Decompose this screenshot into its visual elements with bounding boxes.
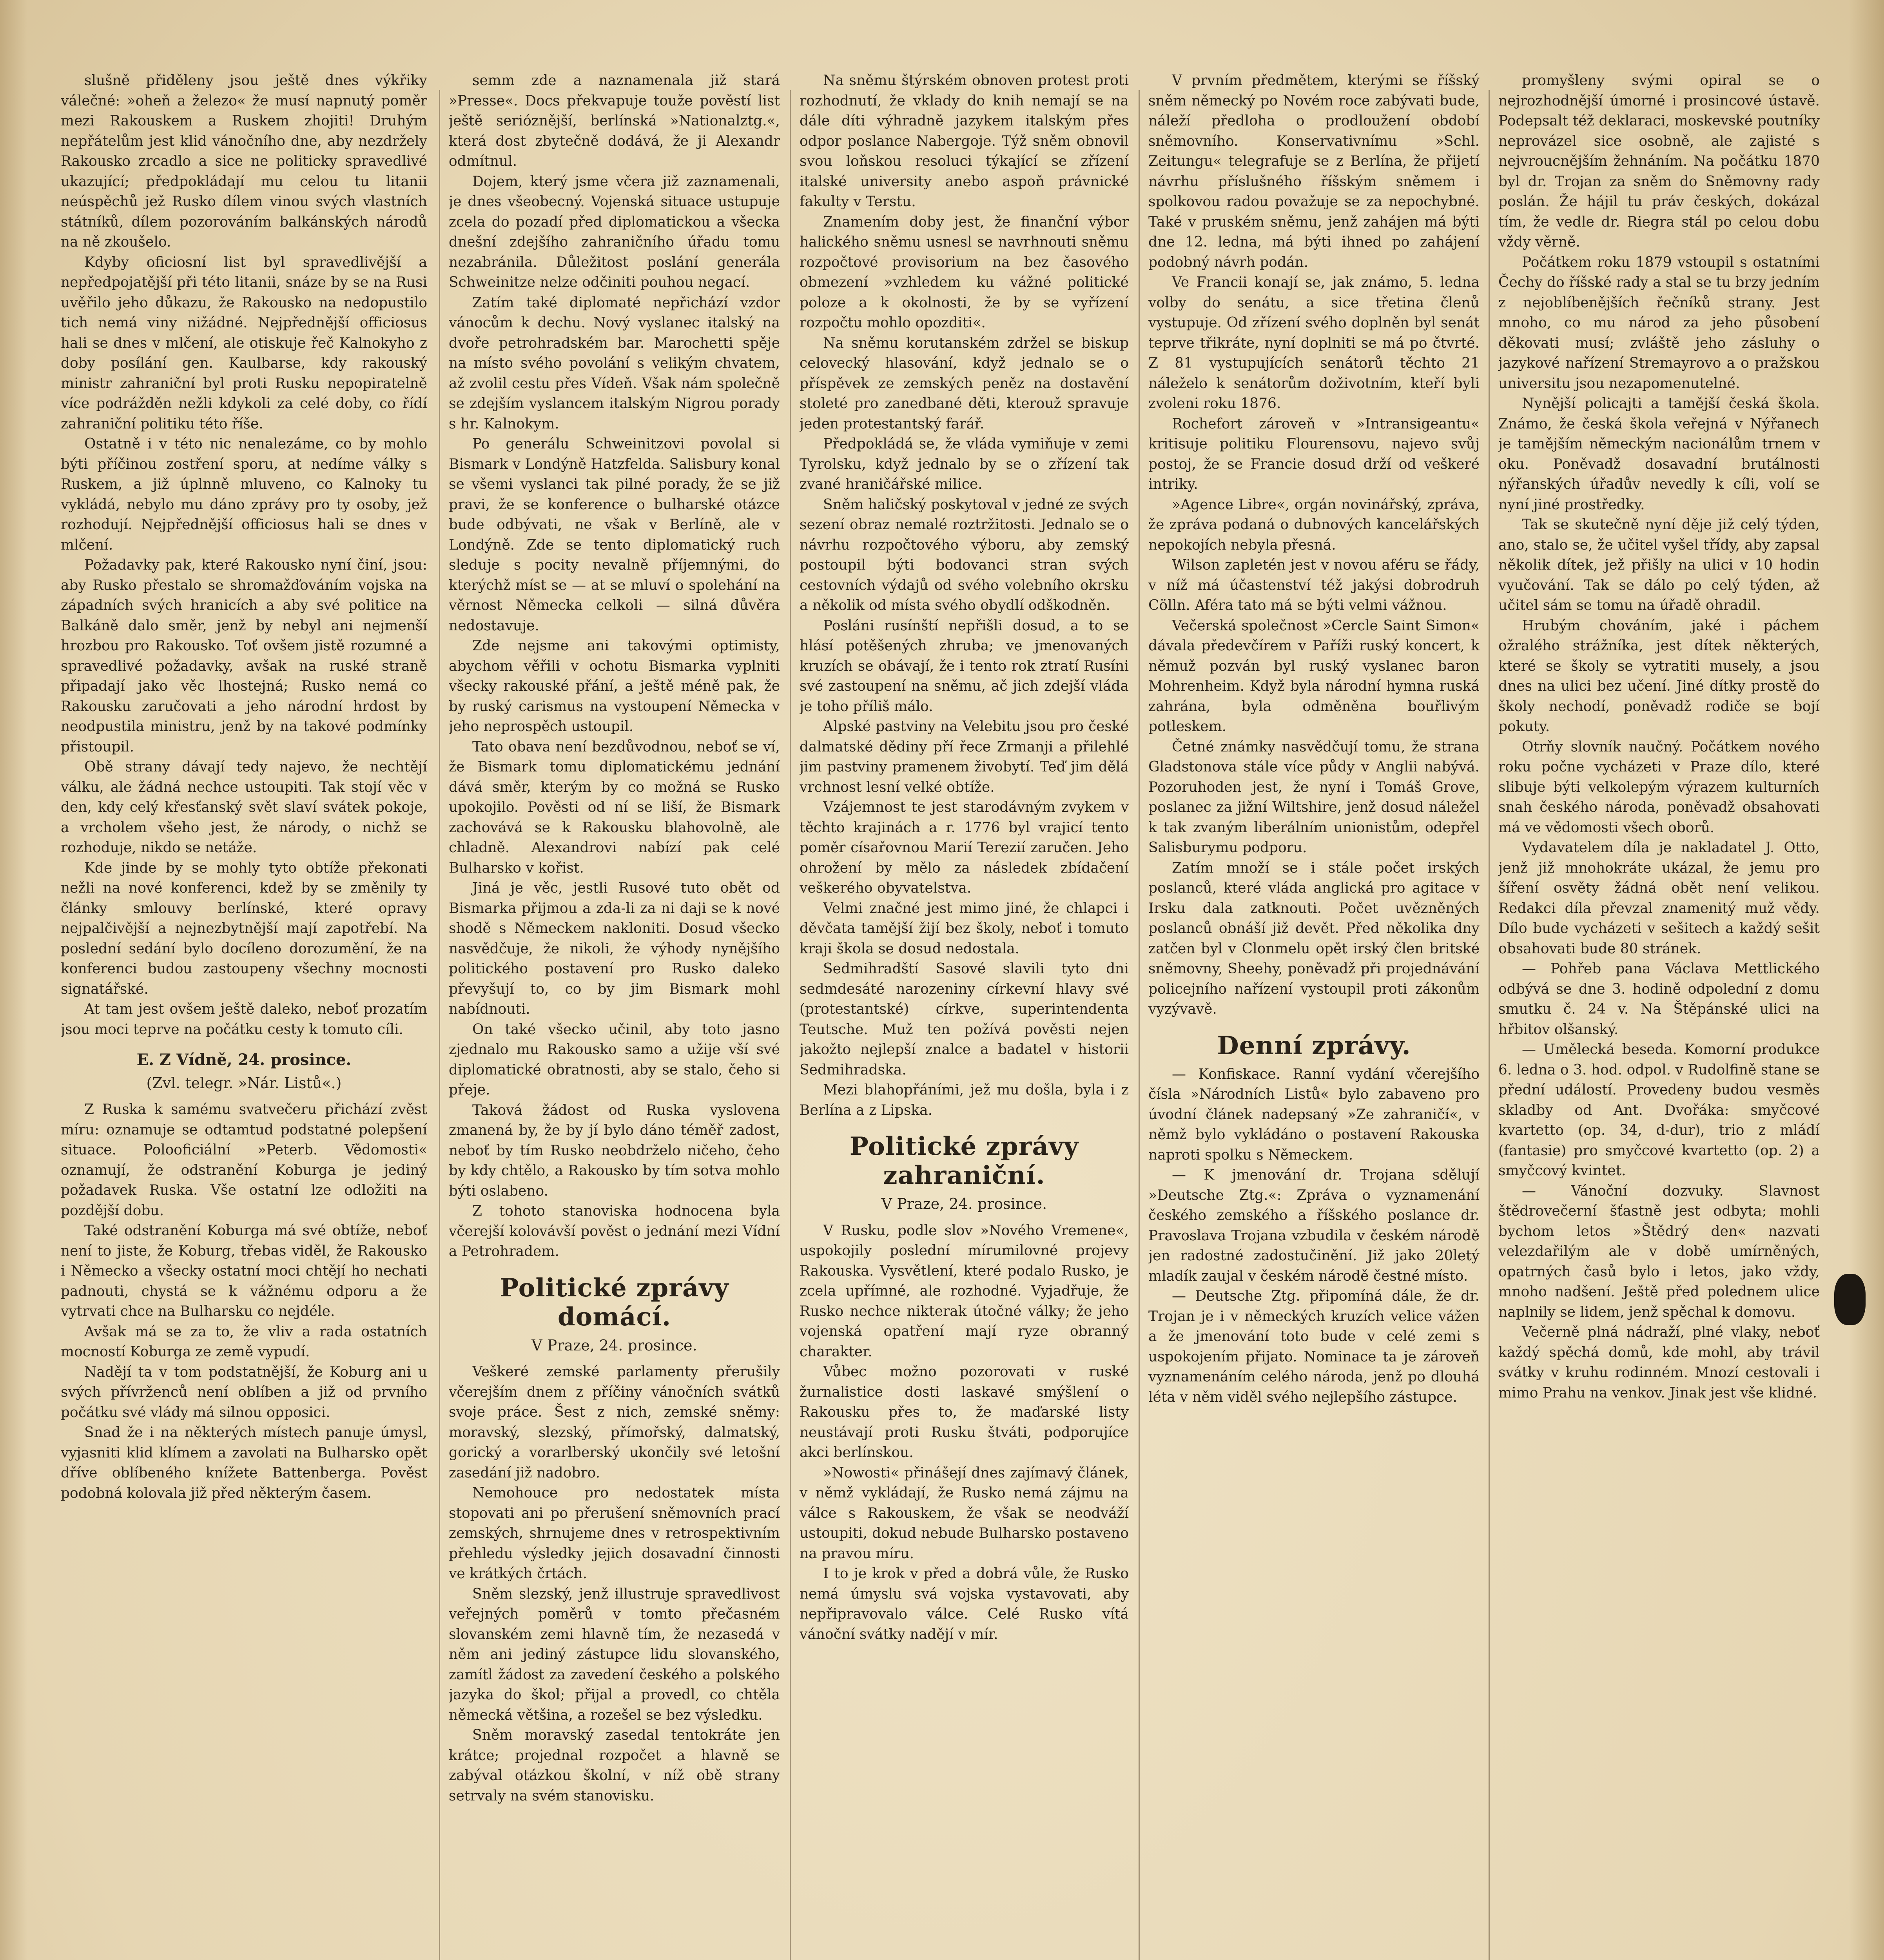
- paragraph: — Vánoční dozvuky. Slavnost štědrovečerní šťastně jest odbyta; mohli bychom letos »Štědrý den« nazvati velezdařilým ale v době umírněných, opatrných časů bylo i letos, jako vždy, mnoho nadšení. Ještě před polednem ulice naplnily se lidem, jenž spěchal k domovu.: [1498, 1183, 1820, 1320]
- paragraph: — Umělecká beseda. Komorní produkce 6. ledna o 3. hod. odpol. v Rudolfině stane se přední událostí. Provedeny budou vesměs skladby od Ant. Dvořáka: smyčcové kvartetto (op. 34, d-dur), trio z mládí (fantasie) pro smyčcové kvartetto (op. 2) a smyčcový kvintet.: [1498, 1042, 1820, 1179]
- paragraph: Znamením doby jest, že finanční výbor halického sněmu usnesl se navrhnouti sněmu rozpočtové provisorium na bez časového obmezení »vzhledem ku vážné politické poloze a k okolnosti, že by se vyřízení rozpočtu mohlo opozditi«.: [800, 214, 1129, 331]
- paragraph: Četné známky nasvědčují tomu, že strana Gladstonova stále více půdy v Anglii nabývá. Pozoruhoden jest, že nyní i Tomáš Grove, poslanec za jižní Wiltshire, jenž dosud náležel k tak zvaným liberálním unionistům, odepřel Salisburymu podporu.: [1148, 739, 1480, 856]
- paragraph: slušně přiděleny jsou ještě dnes výkřiky válečné: »oheň a železo« že musí napnutý poměr mezi Rakouskem a Ruskem zhojiti! Druhým nepřátelům jest klid vánočního dne, aby nezdržely Rakousko zrcadlo a sice ne politicky spravedlivé ukazující; předpokládají mu celou tu litanii neúspěchů jež Rusko dílem vinou svých vlastních státníků, dílem pozorováním balkánských národů na ně zkoušelo.: [61, 73, 427, 250]
- section-dateline: V Praze, 24. prosince.: [881, 1195, 1047, 1212]
- column-rule: [1489, 90, 1490, 1960]
- paragraph: Veškeré zemské parlamenty přerušily včerejším dnem z příčiny vánočních svátků svoje práce. Šest z nich, zemské sněmy: moravský, slezský, přímořský, dalmatský, gorický a vorarlberský ukončily své letošní zasedání již nadobro.: [449, 1364, 780, 1481]
- section-dateline: V Praze, 24. prosince.: [531, 1336, 697, 1354]
- paragraph: Velmi značné jest mimo jiné, že chlapci i děvčata tamější žijí bez školy, neboť i tomuto kraji škola se dosud nedostala.: [800, 900, 1129, 957]
- paragraph: V prvním předmětem, kterými se říšský sněm německý po Novém roce zabývati bude, náleží předloha o prodloužení období sněmovního. Konservativnímu »Schl. Zeitungu« telegrafuje se z Berlína, že přijetí návrhu příslušného říšským sněmem i spolkovou radou považuje se za nepochybné. Také v pruském sněmu, jenž zahájen má býti dne 12. ledna, má býti ihned po zahájení podobný návrh podán.: [1148, 73, 1480, 270]
- paragraph: Na sněmu korutanském zdržel se biskup celovecký hlasování, když jednalo se o příspěvek ze zemských peněz na dostavění stoleté pro zanedbané děti, kterouž spravuje jeden protestantský farář.: [800, 335, 1129, 432]
- paragraph: Zde nejsme ani takovými optimisty, abychom věřili v ochotu Bismarka vyplniti všecky rakouské přání, a ještě méně pak, že by ruský carismus na vystoupení Německa v jeho neprospěch ustoupil.: [449, 638, 780, 735]
- paragraph: On také všecko učinil, aby toto jasno zjednalo mu Rakousko samo a užije vší své diplomatické obratnosti, aby se stalo, čeho si přeje.: [449, 1021, 780, 1098]
- paragraph: Z tohoto stanoviska hodnocena byla včerejší kolovávší pověst o jednání mezi Vídní a Petrohradem.: [449, 1203, 780, 1259]
- ink-blot: [1834, 1274, 1866, 1325]
- paragraph: Sněm moravský zasedal tentokráte jen krátce; projednal rozpočet a hlavně se zabýval otázkou školní, v níž obě strany setrvaly na svém stanovisku.: [449, 1727, 780, 1804]
- paragraph: »Nowosti« přinášejí dnes zajímavý článek, v němž vykládají, že Rusko nemá zájmu na válce s Rakouskem, že však se neodváží ustoupiti, dokud nebude Bulharsko postaveno na pravou míru.: [800, 1465, 1129, 1562]
- page-edge-right: [1849, 0, 1884, 1960]
- paragraph: Kde jinde by se mohly tyto obtíže překonati nežli na nové konferenci, kdež by se změnily ty články smlouvy berlínské, které opravy nejpalčivější a nejnezbytnější mají zapotřebí. Na poslední sedání bylo docíleno dorozumění, že na konferenci budou zastoupeny všechny mocnosti signatářské.: [61, 860, 427, 997]
- paragraph: Večerská společnost »Cercle Saint Simon« dávala předevčírem v Paříži ruský koncert, k němuž pozván byl ruský vyslanec baron Mohrenheim. Když byla národní hymna ruská zahrána, byla odměněna bouřlivým potleskem.: [1148, 617, 1480, 735]
- paragraph: Nemohouce pro nedostatek místa stopovati ani po přerušení sněmovních prací zemských, shrnujeme dnes v retrospektivním přehledu výsledky jejich dosavadní činnosti ve krátkých črtách.: [449, 1485, 780, 1582]
- column-1: [61, 71, 427, 1960]
- column-rule: [439, 90, 440, 1960]
- paragraph: Sněm haličský poskytoval v jedné ze svých sezení obraz nemalé roztržitosti. Jednalo se o návrhu rozpočtového výboru, aby zemský postoupil býti bodovanci stran svých cestovních výdajů od svého volebního okrsku a několik od místa svého obydlí odškodněn.: [800, 496, 1129, 613]
- paragraph: Kdyby oficiosní list byl spravedlivější a nepředpojatější při této litanii, snáze by se na Rusi uvěřilo jeho důkazu, že Rakousko na nedopustilo tich nemá viny nižádné. Nejpřednější officiosus hali se dnes v mlčení, ale otiskuje řeč Kalnokyho z doby posílání gen. Kaulbarse, kdy rakouský ministr zahraniční byl proti Rusku nepopiratelně více podrážděn nežli kdykoli za celé doby, co řídí zahraniční politiku této říše.: [61, 254, 427, 432]
- paragraph: Po generálu Schweinitzovi povolal si Bismark v Londýně Hatzfelda. Salisbury konal se všemi vyslanci tak pilné porady, že se již pravi, že se konference o bulharské otázce bude odbývati, ne však v Berlíně, ale v Londýně. Zde se tento diplomatický ruch sleduje s pocity nevalně příjemnými, do kterýchž míst se — at se mluví o spolehání na věrnost Německa celkoli — silná důvěra nedostavuje.: [449, 436, 780, 634]
- paragraph: Vydavatelem díla je nakladatel J. Otto, jenž již mnohokráte ukázal, že jemu pro šíření osvěty žádná obět není velikou. Redakci díla převzal znamenitý muž vědy. Dílo bude vycházeti v sešitech a každý sešit obsahovati bude 80 stránek.: [1498, 840, 1820, 957]
- paragraph: I to je krok v před a dobrá vůle, že Rusko nemá úmyslu svá vojska vystavovati, aby nepřipravovalo válce. Celé Rusko vítá vánoční svátky nadějí v mír.: [800, 1566, 1129, 1642]
- paragraph: Otrňy slovník naučný. Počátkem nového roku počne vycházeti v Praze dílo, které slibuje býti velkolepým výrazem kulturních snah českého národa, poněvadž obsahovati má ve vědomosti všech oborů.: [1498, 739, 1820, 836]
- column-3: [800, 71, 1129, 1960]
- paragraph: Snad že i na některých místech panuje úmysl, vyjasniti klid klímem a zavolati na Bulharsko opět dříve oblíbeného knížete Battenberga. Pověst podobná kolovala již před některým časem.: [61, 1425, 427, 1501]
- paragraph: Počátkem roku 1879 vstoupil s ostatními Čechy do říšské rady a stal se tu brzy jedním z nejoblíbenějších řečníků strany. Jest mnoho, co mu národ za jeho působení děkovati musí; zvláště jeho zásluhy o jazykové nařízení Stremayrovo a o pražskou universitu jsou nezapomenutelné.: [1498, 254, 1820, 392]
- paragraph: Zatím množí se i stále počet irských poslanců, které vláda anglická pro agitace v Irsku dala zatknouti. Počet uvězněných poslanců obnáší již devět. Před několika dny zatčen byl v Clonmelu opět irský člen britské sněmovny, Sheehy, poněvadž při projednávání policejního nařízení vystoupil proti zákonům vyzývavě.: [1148, 860, 1480, 1017]
- column-5: [1498, 71, 1820, 1960]
- column-4: [1148, 71, 1480, 1960]
- paragraph: Sedmihradští Sasové slavili tyto dni sedmdesáté narozeniny církevní hlavy své (protestantské) církve, superintendenta Teutsche. Muž ten požívá pověsti nejen jakožto nejlepší znalce a badatel v historii Sedmihradska.: [800, 961, 1129, 1078]
- column-2: [449, 71, 780, 1960]
- paragraph: Zatím také diplomaté nepřichází vzdor vánocům k dechu. Nový vyslanec italský na dvoře petrohradském bar. Marochetti spěje na místo svého povolání s velikým chvatem, až zvolil cestu přes Vídeň. Však nám společně se zdejším vyslancem italským Nigrou porady s hr. Kalnokym.: [449, 294, 780, 432]
- paragraph: Posláni rusínští nepřišli dosud, a to se hlásí potěšených zhruba; ve jmenovaných kruzích se obávají, že i tento rok ztratí Rusíni své zastoupení na sněmu, ač jich zdejší vláda je toho příliš málo.: [800, 617, 1129, 715]
- paragraph: Tato obava není bezdůvodnou, neboť se ví, že Bismark tomu diplomatickému jednání dává směr, kterým by co možná se Rusko upokojilo. Pověsti od ní se liší, že Bismark zachovává se k Rakousku blahovolně, ale chladně. Alexandrovi nabízí pak celé Bulharsko v kořist.: [449, 739, 780, 876]
- paragraph: Nadějí ta v tom podstatnější, že Koburg ani u svých přívrženců není oblíben a již od prvního počátku své vlády má silnou opposici.: [61, 1364, 427, 1421]
- paragraph: Vzájemnost te jest starodávným zvykem v těchto krajinách a r. 1776 byl vrajicí tento poměr císařovnou Marií Terezií zaručen. Jeho ohrožení by mělo za následek zbídačení veškerého obyvatelstva.: [800, 799, 1129, 896]
- paragraph: Tak se skutečně nyní děje již celý týden, ano, stalo se, že učitel vyšel třídy, aby zapsal několik dítek, jež přišly na ulici v 10 hodin vyučování. Tak se dálo po celý týden, až učitel sám se tomu na úřadě ohradil.: [1498, 517, 1820, 613]
- paragraph: Hrubým chováním, jaké i páchem ožralého strážníka, jest dítek některých, které se školy se vytratiti musely, a jsou dnes na ulici bez učení. Jiné dítky prostě do školy nechodí, poněvadž rodiče se bojí pokuty.: [1498, 617, 1820, 735]
- paragraph: Wilson zapletén jest v novou aféru se řády, v níž má účastenství též jakýsi dobrodruh Cölln. Aféra tato má se býti velmi vážnou.: [1148, 557, 1480, 613]
- paragraph: Vůbec možno pozorovati v ruské žurnalistice dosti laskavé smýšlení o Rakousku přes to, že maďarské listy neustávají proti Rusku štváti, podporujíce akci berlínskou.: [800, 1364, 1129, 1461]
- paragraph: V Rusku, podle slov »Nového Vremene«, uspokojily poslední mírumilovné projevy Rakouska. Vysvětlení, které podalo Rusko, je zcela upřímné, ale rozhodné. Vyjadřuje, že Rusko nechce nikterak útočné války; že jeho vojenská opatření mají ryze obranný charakter.: [800, 1222, 1129, 1360]
- paragraph: Také odstranění Koburga má své obtíže, neboť není to jiste, že Koburg, třebas viděl, že Rakousko i Německo a všecky ostatní moci chtějí ho nechati padnouti, chystá se k vážnému odporu a že vytrvati chce na Bulharsku co nejdéle.: [61, 1223, 427, 1319]
- paragraph: »Agence Libre«, orgán novinářský, zpráva, že zpráva podaná o dubnových kancelářských nepokojích nebyla přesná.: [1148, 496, 1480, 553]
- paragraph: Z Ruska k samému svatvečeru přichází zvěst míru: oznamuje se odtamtud podstatné polepšení situace. Polooficiální »Peterb. Vědomosti« oznamují, že odstranění Koburga je jediný požadavek Ruska. Vše ostatní lze odložiti na pozdější dobu.: [61, 1102, 427, 1219]
- paragraph: Sněm slezský, jenž illustruje spravedlivost veřejných poměrů v tomto přečasném slovanském zemi hlavně tím, že nezasedá v něm ani jediný zástupce lidu slovanského, zamítl žádost za zavedení českého a polského jazyka do škol; přijal a provedl, co chtěla německá většina, a rozešel se bez výsledku.: [449, 1586, 780, 1723]
- column-rule: [1139, 90, 1140, 1960]
- section-heading: Politické zprávy domácí.: [500, 1273, 729, 1332]
- page-edge-left: [0, 0, 27, 1960]
- paragraph: At tam jest ovšem ještě daleko, neboť prozatím jsou moci teprve na počátku cesty k tomuto cíli.: [61, 1001, 427, 1038]
- paragraph: Avšak má se za to, že vliv a rada ostatních mocností Koburga ze země vypudí.: [61, 1323, 427, 1360]
- paragraph: Jiná je věc, jestli Rusové tuto obět od Bismarka přijmou a zda-li za ni daji se k nové shodě s Německem nakloniti. Dosud všecko nasvědčuje, že nikoli, že výhody nynějšího politického postavení pro Rusko daleko převyšují to, co by jim Bismark mohl nabídnouti.: [449, 880, 780, 1017]
- column-rule: [790, 90, 791, 1960]
- paragraph: Na sněmu štýrském obnoven protest proti rozhodnutí, že vklady do knih nemají se na dále díti výhradně jazykem italským přes odpor poslance Nabergoje. Týž sněm obnovil svou loňskou resoluci týkající se zřízení italské university anebo aspoň právnické fakulty v Terstu.: [800, 73, 1129, 210]
- paragraph: Mezi blahopřáními, jež mu došla, byla i z Berlína a z Lipska.: [800, 1082, 1129, 1118]
- paragraph: — Pohřeb pana Václava Mettlického odbývá se dne 3. hodině odpolední z domu smutku č. 24 v. Na Štěpánské ulici na hřbitov olšanský.: [1498, 961, 1820, 1038]
- paragraph: — Deutsche Ztg. připomíná dále, že dr. Trojan je i v německých kruzích velice vážen a že jmenování toto bude v celé zemi s uspokojením přijato. Nominace ta je zároveň vyznamenáním celého národa, jenž po dlouhá léta v něm viděl svého nejlepšího zástupce.: [1148, 1288, 1480, 1405]
- paragraph: Ve Francii konají se, jak známo, 5. ledna volby do senátu, a sice třetina členů vystupuje. Od zřízení svého doplněn byl senát teprve třikráte, nyní doplniti se má po čtvrté. Z 81 vystupujících senátorů těchto 21 náleželo k senátorům doživotním, kteří byli zvoleni roku 1876.: [1148, 274, 1480, 412]
- paragraph: Nynější policajti a tamější česká škola. Známo, že česká škola veřejná v Nýřanech je tamějším německým nacionálům trnem v oku. Poněvadž dosavadní brutálnosti nýřanských úřadův nevedly k cíli, volí se nyní jiné prostředky.: [1498, 396, 1820, 513]
- article-source: (Zvl. telegr. »Nár. Listů«.): [146, 1074, 342, 1092]
- paragraph: Alpské pastviny na Velebitu jsou pro české dalmatské dědiny pří řece Zrmanji a přilehlé jim pastviny pramenem živobytí. Teď jim dělá vrchnost lesní velké obtíže.: [800, 719, 1129, 795]
- paragraph: Rochefort zároveň v »Intransigeantu« kritisuje politiku Flourensovu, najevo svůj postoj, že se Francie dosud drží od veškeré intriky.: [1148, 416, 1480, 492]
- article-heading: E. Z Vídně, 24. prosince.: [136, 1051, 352, 1069]
- paragraph: Obě strany dávají tedy najevo, že nechtějí válku, ale žádná nechce ustoupiti. Tak stojí věc v den, kdy celý křesťanský svět slaví svátek pokoje, a vrcholem všeho jest, že národy, o nichž se rozhoduje, nikdo se netáže.: [61, 759, 427, 856]
- paragraph: Taková žádost od Ruska vyslovena zmanená by, že by jí bylo dáno téměř zadost, neboť by tím Rusko neobdrželo ničeho, čeho by kdy chtělo, a Rakousko by tím sotva mohlo býti oslabeno.: [449, 1102, 780, 1199]
- paragraph: — K jmenování dr. Trojana sdělují »Deutsche Ztg.«: Zpráva o vyznamenání českého zemského a říšského poslance dr. Pravoslava Trojana vzbudila v českém národě jen radostné zadostučinění. Již jako 20letý mladík zaujal v českém národě čestné místo.: [1148, 1167, 1480, 1284]
- paragraph: Požadavky pak, které Rakousko nyní činí, jsou: aby Rusko přestalo se shromažďováním vojska na západních svých hranicích a aby své politice na Balkáně dalo směr, jenž by nebyl ani nejmenší hrozbou pro Rakousko. Toť ovšem jistě rozumné a spravedlivé požadavky, avšak na ruské straně připadají jako věc lhostejná; Rusko nemá co Rakousku zaručovati a jeho národní hrdost by neodpustila ministru, jenž by na takové podmínky přistoupil.: [61, 557, 427, 755]
- paragraph: semm zde a naznamenala již stará »Presse«. Docs překvapuje touže pověstí list ještě serióznější, berlínská »Nationalztg.«, která dost zbytečně dodává, že ji Alexandr odmítnul.: [449, 73, 780, 169]
- section-heading: Politické zprávy zahraniční.: [849, 1132, 1079, 1190]
- paragraph: Předpokládá se, že vláda vymiňuje v zemi Tyrolsku, když jednalo by se o zřízení tak zvané hraničářské milice.: [800, 436, 1129, 492]
- paragraph: Ostatně i v této nic nenalezáme, co by mohlo býti příčinou zostření sporu, at nedíme války s Ruskem, a již úplnně mluveno, co Kalnoky tu vykládá, nebylo mu dáno zprávy pro ty osoby, jež rozhodují. Nejpřednější officiosus hali se dnes v mlčení.: [61, 436, 427, 553]
- paragraph: — Konfiskace. Ranní vydání včerejšího čísla »Národních Listů« bylo zabaveno pro úvodní článek nadepsaný »Ze zahraničí«, v němž bylo vykládáno o postavení Rakouska naproti spolku s Německem.: [1148, 1066, 1480, 1163]
- paragraph: Večerně plná nádraží, plné vlaky, neboť každý spěchá domů, kde mohl, aby trávil svátky v kruhu rodinném. Mnozí cestovali i mimo Prahu na venkov. Jinak jest vše klidné.: [1498, 1324, 1820, 1401]
- paragraph: promyšleny svými opiral se o nejrozhodnější úmorné i prosincové ústavě. Podepsalt též deklaraci, moskevské poutníky neprovázel sice osobně, ale zajisté s nejvroucnějším žehnáním. Na počátku 1870 byl dr. Trojan za sněm do Sněmovny rady poslán. Že hájil tu práv českých, dokázal tím, že vedle dr. Riegra stál po celou dobu vždy věrně.: [1498, 73, 1820, 250]
- paragraph: Dojem, který jsme včera již zaznamenali, je dnes všeobecný. Vojenská situace ustupuje zcela do pozadí před diplomatickou a všecka dnešní zdejšího zahraničního úřadu tomu nezabránila. Důležitost poslání generála Schweinitze nelze odčiniti pouhou negací.: [449, 173, 780, 290]
- section-heading: Denní zprávy.: [1217, 1031, 1411, 1060]
